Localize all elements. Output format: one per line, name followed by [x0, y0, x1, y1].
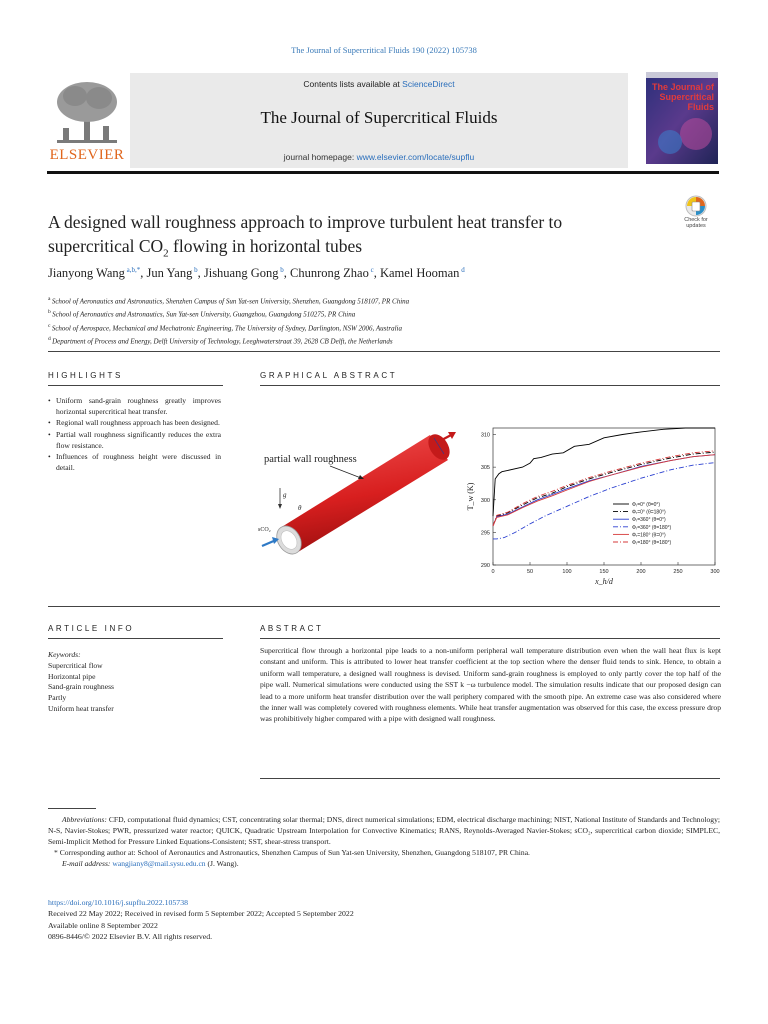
email-footnote: E-mail address: wangjiany8@mail.sysu.edu.cn (J. Wang).	[62, 859, 239, 868]
author-affiliation-mark[interactable]: d	[459, 266, 465, 274]
article-info-heading: ARTICLE INFO	[48, 624, 135, 633]
author-separator: ,	[373, 266, 380, 281]
affiliation-text: School of Aeronautics and Astronautics, Shenzhen Campus of Sun Yat-sen University, Shenzhen, Guangdong 518107, PR China	[51, 297, 410, 306]
x-axis-label: x_h/d	[595, 577, 613, 586]
affiliation-item	[48, 321, 708, 334]
affiliation-item	[48, 334, 708, 347]
journal-cover[interactable]	[646, 72, 718, 164]
doi-link[interactable]: https://doi.org/10.1016/j.supflu.2022.105738	[48, 898, 188, 907]
section-rule	[48, 351, 720, 352]
publisher-name: ELSEVIER	[49, 147, 125, 163]
keyword-item: Horizontal pipe	[48, 671, 96, 681]
affiliation-mark: c	[48, 322, 52, 329]
affiliation-text: Department of Process and Energy, Delft University of Technology, Leeghwaterstraat 39, 2628 CB Delft, the Netherlands	[52, 337, 393, 346]
article-info-rule	[48, 638, 223, 639]
abstract-heading: ABSTRACT	[260, 624, 324, 633]
journal-homepage-line: journal homepage: www.elsevier.com/locate/supflu	[283, 152, 475, 162]
affiliations	[48, 294, 708, 347]
abstract-rule	[260, 638, 720, 639]
x-tick-label: 50	[526, 569, 534, 575]
y-tick-label: 290	[480, 563, 490, 569]
x-tick-label: 300	[710, 569, 720, 575]
abstract-text: Supercritical flow through a horizontal pipe leads to a non-uniform peripheral wall temperature distribution even when the wall heat flux is kept constant and uniform. This is attributed to lower heat transfer coefficient at the top section where the denser fluid tends to sink. Hence, to obtain a uniform wall temperature, a designed wall roughness is devised. Uniform sand-grain roughness is employed to only partly cover the top half of the pipe wall. Numerical simulations were conducted using the SST k −ω turbulence model. The simulation results indicate that our proposed design can lead to a more uniform heat transfer distribution over the wall periphery compared with the smooth pipe. An extreme case was also considered where the inner wall was completely covered with roughness elements. While heat transfer augmentation was observed for this case, the excess pressure drop was prohibitively higher compared with a pipe with designed wall roughness.	[260, 646, 721, 724]
legend-label: Φᵣ=0° (θ=180°)	[632, 509, 666, 516]
abstract-end-rule	[260, 778, 720, 779]
y-tick-label: 305	[480, 465, 490, 472]
cover-title: The Journal of Supercritical Fluids	[652, 82, 715, 112]
highlight-item: • Uniform sand-grain roughness greatly improves horizontal supercritical heat transfer.	[48, 395, 221, 417]
affiliation-mark: d	[48, 335, 53, 342]
x-tick-label: 150	[599, 569, 609, 575]
paper-title: A designed wall roughness approach to improve turbulent heat transfer to supercritical $CO_2$ flowing in horizontal tubes	[48, 212, 563, 260]
check-for-updates-badge[interactable]	[676, 192, 716, 232]
affiliation-mark: a	[48, 296, 52, 302]
highlight-item: • Regional wall roughness approach has been designed.	[48, 417, 221, 428]
y-tick-label: 295	[480, 530, 490, 537]
legend-label: Φᵣ=180° (θ=0°)	[632, 532, 666, 539]
pipe-body	[280, 435, 448, 552]
legend-label: Φᵣ=0° (θ=0°)	[632, 502, 661, 508]
affiliation-item	[48, 294, 708, 307]
legend-label: Φᵣ=360° (θ=0°)	[632, 517, 666, 524]
sco2-label: sCO₂	[258, 527, 271, 533]
author-name[interactable]: Jishuang Gong	[203, 266, 279, 281]
section-rule	[48, 606, 720, 607]
x-tick-label: 200	[636, 569, 646, 575]
y-tick-label: 300	[480, 497, 490, 504]
author-separator: ,	[197, 266, 204, 281]
footnotes	[48, 814, 720, 869]
keyword-item: Supercritical flow	[48, 660, 103, 670]
publication-info	[48, 897, 720, 943]
graphical-abstract-heading: GRAPHICAL ABSTRACT	[260, 371, 398, 380]
author-affiliation-mark[interactable]: a,b,*	[124, 266, 141, 274]
author-name[interactable]: Jianyong Wang	[48, 266, 125, 281]
plot-frame	[493, 428, 715, 565]
check-updates-label: Check for updates	[684, 217, 708, 229]
x-tick-label: 250	[673, 569, 683, 575]
author-affiliation-mark[interactable]: b	[192, 266, 198, 274]
highlight-item: • Partial wall roughness significantly reduces the extra flow resistance.	[48, 429, 221, 451]
keywords-heading: Keywords:	[48, 650, 81, 659]
copyright: 0896-8446/© 2022 Elsevier B.V. All rights reserved.	[48, 932, 213, 942]
graphical-abstract-rule	[260, 385, 720, 386]
pipe-label: partial wall roughness	[264, 454, 357, 465]
authors-line	[48, 266, 688, 281]
keyword-item: Sand-grain roughness	[48, 682, 115, 692]
available-online: Available online 8 September 2022	[48, 920, 158, 930]
received-dates: Received 22 May 2022; Received in revised form 5 September 2022; Accepted 5 September 2022	[48, 909, 354, 919]
highlights-rule	[48, 385, 223, 386]
keyword-item: Uniform heat transfer	[48, 703, 114, 713]
corresponding-author-footnote: * Corresponding author at: School of Aeronautics and Astronautics, Shenzhen Campus of Sun Yat-sen University, Shenzhen, Guangdong 518107, PR China.	[54, 848, 530, 857]
theta-symbol: θ	[298, 504, 302, 512]
gravity-symbol: g	[283, 491, 287, 499]
x-tick-label: 100	[562, 569, 572, 575]
affiliation-text: School of Aerospace, Mechanical and Mechatronic Engineering, The University of Sydney, Darlington, NSW 2006, Australia	[51, 323, 402, 332]
author-name[interactable]: Jun Yang	[146, 266, 193, 281]
header-rule	[47, 171, 719, 174]
y-axis-label: T_w (K)	[466, 482, 475, 511]
x-tick-label: 0	[491, 569, 495, 575]
sciencedirect-link[interactable]: ScienceDirect	[402, 79, 455, 89]
affiliation-mark: b	[48, 309, 53, 316]
highlight-item: • Influences of roughness height were discussed in detail.	[48, 451, 221, 473]
graphical-abstract-figure	[258, 410, 723, 590]
author-name[interactable]: Kamel Hooman	[379, 266, 460, 281]
highlights-heading: HIGHLIGHTS	[48, 371, 123, 380]
homepage-link[interactable]: www.elsevier.com/locate/supflu	[356, 152, 475, 162]
affiliation-text: School of Aeronautics and Astronautics, Sun Yat-sen University, Guangzhou, Guangdong 510275, PR China	[52, 310, 356, 319]
legend-label: Φᵣ=360° (θ=180°)	[632, 524, 672, 531]
author-separator: ,	[283, 266, 291, 281]
email-link[interactable]: wangjiany8@mail.sysu.edu.cn	[112, 859, 206, 868]
elsevier-logo	[47, 76, 127, 166]
keywords-block	[48, 650, 228, 715]
affiliation-item	[48, 307, 708, 320]
gravity-arrow-icon	[278, 504, 282, 509]
footnote-rule	[48, 808, 96, 809]
wall-temperature-chart	[463, 410, 723, 590]
keyword-item: Partly	[48, 693, 67, 703]
author-affiliation-mark[interactable]: b	[278, 266, 284, 274]
highlights-list	[48, 395, 221, 473]
y-tick-label: 310	[480, 432, 490, 439]
author-separator: ,	[140, 266, 147, 281]
journal-title: The Journal of Supercritical Fluids	[260, 108, 498, 127]
author-name[interactable]: Chunrong Zhao	[290, 266, 369, 281]
legend-label: Φᵣ=180° (θ=180°)	[632, 540, 672, 546]
journal-citation[interactable]: The Journal of Supercritical Fluids 190 (2022) 105738	[291, 45, 477, 55]
contents-line: Contents lists available at ScienceDirect	[303, 79, 455, 89]
pipe-illustration	[258, 410, 463, 590]
author-affiliation-mark[interactable]: c	[368, 266, 374, 274]
abbreviations-footnote: Abbreviations: CFD, computational fluid dynamics; CST, concentrating solar thermal; DNS, direct numerical simulations; EDM, electrical discharge machining; NIST, National Institute of Standards and Technology; N-S, Navier-Stokes; PWR, pressurized water reactor; QUICK, Quadratic Upstream Interpolation for Convective Kinematics; RANS, Reynolds-Averaged Navier-Stokes; sCO₂, supercritical carbon dioxide; SIMPLEC, Semi-Implicit Method for Pressure Linked Equations-Consistent; SST, shear-stress transport.	[48, 815, 720, 846]
